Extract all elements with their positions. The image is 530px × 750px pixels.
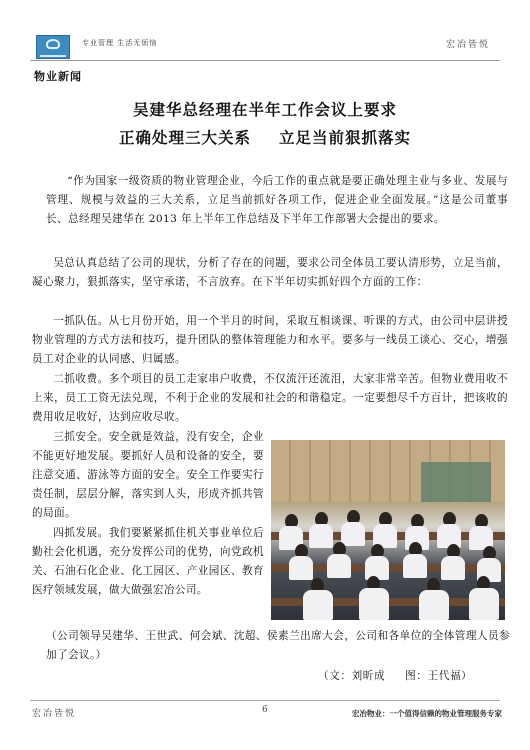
company-logo <box>36 35 70 59</box>
article-subtitle <box>0 126 530 148</box>
footer-divider <box>30 700 500 701</box>
header-slogan: 专业管理 生活无烦恼 <box>82 39 158 47</box>
page-number: 6 <box>262 705 268 715</box>
paragraph-intro: “作为国家一级资质的物业管理企业，今后工作的重点就是要正确处理主业与多业、发展与管理、规模与效益的三大关系，立足当前抓好各项工作，促进企业全面发展。”这是公司董事长、总经理吴建华在 2013 年上半年工作总结及下半年工作部署大会提出的要求。 <box>46 175 508 225</box>
author-writer: （文：刘昕成 <box>318 670 386 682</box>
header-brand: 宏冶皆悦 <box>445 40 490 50</box>
paragraph-fees: 二抓收费。多个项目的员工走家串户收费，不仅流汗还流泪，大家非常辛苦。但物业费用收不上来，员工工资无法兑现，不利于企业的发展和社会的和谐稳定。一定要想尽千方百计，把该收的费用收足收好，达到应收尽收。 <box>32 373 508 423</box>
author-photographer: 图：王代福） <box>405 670 473 682</box>
paragraph-summary: 吴总认真总结了公司的现状，分析了存在的问题，要求公司全体员工要认清形势，立足当前，凝心聚力，狠抓落实，坚守承诺，不言放弃。在下半年切实抓好四个方面的工作： <box>32 257 508 288</box>
author-credit <box>318 668 472 683</box>
header-divider <box>30 60 500 61</box>
paragraph-development: 四抓发展。我们要紧紧抓住机关事业单位后勤社会化机遇，充分发挥公司的优势，向党政机关、石油石化企业、化工园区、产业园区、教育医疗领域发展，做大做强宏冶公司。 <box>32 527 264 596</box>
article-title: 吴建华总经理在半年工作会议上要求 <box>132 100 397 119</box>
footer-slogan: 宏冶物业：一个值得信赖的物业管理服务专家 <box>352 709 502 718</box>
subtitle-part-2: 立足当前狠抓落实 <box>279 128 412 147</box>
footer-brand: 宏冶皆悦 <box>32 709 77 719</box>
paragraph-team: 一抓队伍。从七月份开始，用一个半月的时间，采取互相谈课、听课的方式，由公司中层讲授物业管理的方式方法和技巧，提升团队的整体管理能力和水平。要多与一线员工谈心、交心，增强员工对企业的认同感、归属感。 <box>32 315 508 365</box>
meeting-photo <box>271 440 505 620</box>
subtitle-part-1: 正确处理三大关系 <box>118 128 251 147</box>
section-label: 物业新闻 <box>34 70 82 83</box>
photo-caption: （公司领导吴建华、王世武、何会斌、沈超、侯素兰出席大会，公司和各单位的全体管理人员参加了会议。） <box>46 630 510 661</box>
page-header <box>0 0 530 62</box>
paragraph-safety: 三抓安全。安全就是效益，没有安全，企业不能更好地发展。要抓好人员和设备的安全，要注意交通、游泳等方面的安全。安全工作要实行责任制，层层分解，落实到人头，形成齐抓共管的局面。 <box>32 431 264 519</box>
